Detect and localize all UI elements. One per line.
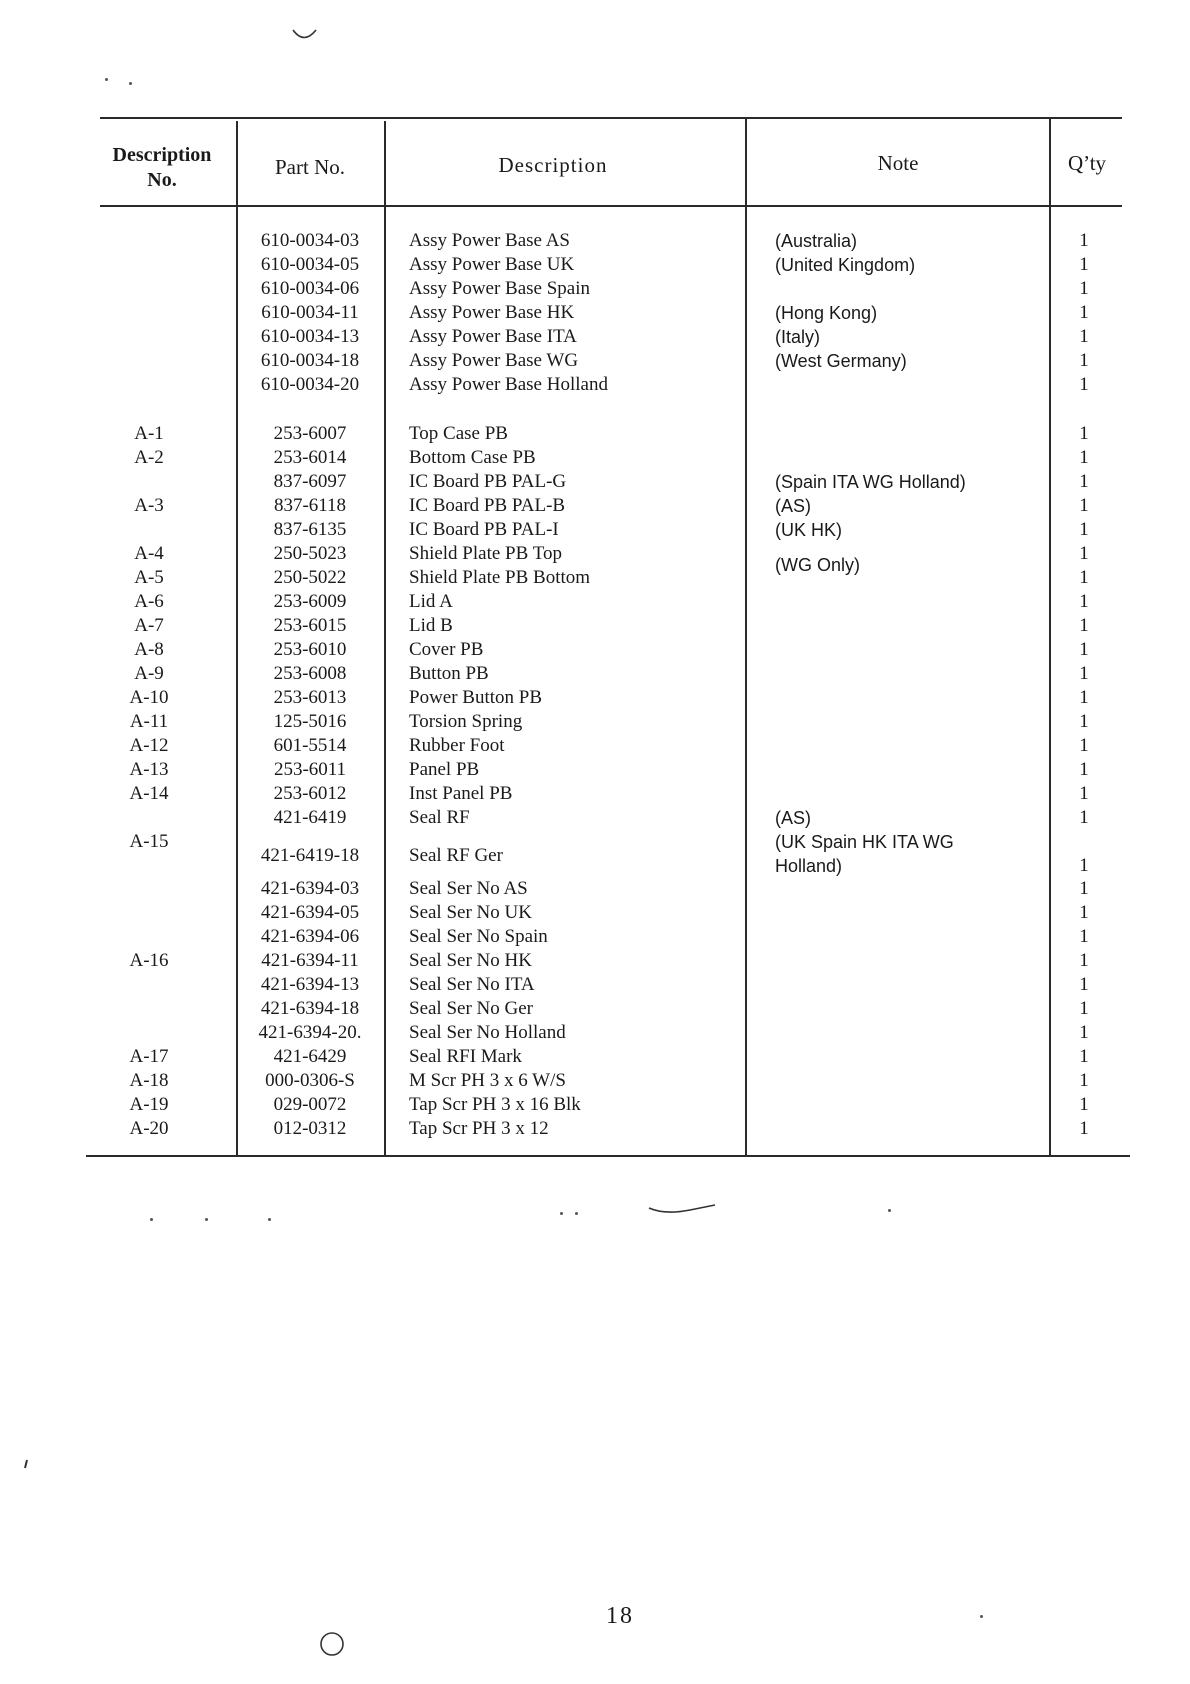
cell-note: (West Germany) [775,351,907,371]
table-row-seal-rf-ger [0,830,1190,876]
cell-desc-no: A-1 [134,423,164,444]
cell-qty: 1 [1079,926,1089,947]
cell-desc-no: A-8 [134,639,164,660]
cell-desc-no: A-5 [134,567,164,588]
cell-description: Assy Power Base WG [409,350,579,371]
cell-description: Lid A [409,591,453,612]
header-description-no [100,143,224,193]
table-row [0,1021,1190,1045]
cell-part-no: 421-6394-18 [260,998,360,1019]
cell-part-no: 421-6394-05 [260,902,360,923]
cell-part-no: 000-0306-S [265,1070,355,1091]
page-number: 18 [606,1603,634,1629]
table-row [0,349,1190,373]
cell-part-no: 029-0072 [273,1094,347,1115]
cell-note: (Spain ITA WG Holland) [775,472,966,492]
cell-part-no: 253-6012 [273,783,347,804]
table-row [0,446,1190,470]
header-bottom-rule [100,205,1122,207]
header-description-text: Description [498,153,608,177]
table-top-rule [100,117,1122,119]
cell-description: Top Case PB [409,423,508,444]
cell-description: IC Board PB PAL-G [409,471,567,492]
cell-qty: 1 [1079,687,1089,708]
table-row [0,373,1190,397]
table-row [0,638,1190,662]
scan-speck [980,1615,983,1618]
cell-part-no: 837-6097 [273,471,347,492]
cell-qty: 1 [1079,278,1089,299]
cell-qty: 1 [1079,471,1089,492]
table-row [0,997,1190,1021]
table-row [0,542,1190,566]
table-row [0,566,1190,590]
cell-part-no: 253-6014 [273,447,347,468]
cell-note: (Italy) [775,327,820,347]
table-row [0,806,1190,830]
cell-description: Shield Plate PB Bottom [409,567,591,588]
cell-desc-no: A-15 [129,831,169,852]
cell-description: Assy Power Base Spain [409,278,591,299]
cell-part-no: 253-6011 [273,759,347,780]
cell-part-no: 421-6394-20. [258,1022,362,1043]
cell-description: Inst Panel PB [409,783,513,804]
cell-description: Cover PB [409,639,484,660]
table-row [0,901,1190,925]
table-row [0,973,1190,997]
cell-description: Seal RFI Mark [409,1046,522,1067]
cell-desc-no: A-17 [129,1046,169,1067]
table-row [0,1069,1190,1093]
header-qty [1051,151,1123,176]
cell-qty: 1 [1079,1046,1089,1067]
cell-qty: 1 [1079,495,1089,516]
table-row [0,229,1190,253]
table-row [0,758,1190,782]
cell-part-no: 421-6394-03 [260,878,360,899]
cell-description: Seal Ser No HK [409,950,532,971]
cell-desc-no: A-13 [129,759,169,780]
cell-description: IC Board PB PAL-I [409,519,559,540]
scan-speck [888,1209,891,1212]
cell-desc-no: A-16 [129,950,169,971]
cell-desc-no: A-12 [129,735,169,756]
cell-desc-no: A-11 [129,711,169,732]
cell-qty: 1 [1079,230,1089,251]
cell-part-no: 421-6394-13 [260,974,360,995]
cell-qty: 1 [1079,543,1089,564]
cell-part-no: 421-6419-18 [260,845,360,866]
table-bottom-rule [86,1155,1130,1157]
cell-description: Panel PB [409,759,480,780]
cell-description: M Scr PH 3 x 6 W/S [409,1070,566,1091]
cell-description: Torsion Spring [409,711,523,732]
cell-note: (Australia) [775,231,858,251]
cell-description: Seal Ser No Holland [409,1022,566,1043]
cell-description: Seal RF Ger [409,845,503,866]
cell-qty: 1 [1079,998,1089,1019]
cell-qty: 1 [1079,735,1089,756]
scan-speck [560,1212,563,1215]
table-row [0,494,1190,518]
table-row [0,470,1190,494]
cell-part-no: 610-0034-13 [260,326,360,347]
cell-part-no: 837-6135 [273,519,347,540]
cell-description: Seal Ser No UK [409,902,532,923]
cell-description: IC Board PB PAL-B [409,495,566,516]
cell-part-no: 253-6015 [273,615,347,636]
cell-part-no: 610-0034-11 [261,302,359,323]
cell-description: Shield Plate PB Top [409,543,562,564]
header-part-no-text: Part No. [275,155,345,179]
cell-part-no: 421-6419 [273,807,347,828]
header-description-no-text: Description No. [112,144,212,191]
table-row [0,877,1190,901]
scan-speck [268,1218,271,1221]
cell-qty: 1 [1079,807,1089,828]
cell-part-no: 421-6394-06 [260,926,360,947]
cell-qty: 1 [1079,711,1089,732]
cell-qty: 1 [1079,855,1089,876]
cell-description: Seal Ser No Spain [409,926,548,947]
table-row [0,662,1190,686]
cell-description: Rubber Foot [409,735,505,756]
cell-description: Assy Power Base Holland [409,374,608,395]
cell-description: Seal Ser No Ger [409,998,533,1019]
cell-description: Tap Scr PH 3 x 16 Blk [409,1094,581,1115]
cell-qty: 1 [1079,374,1089,395]
table-row [0,301,1190,325]
scan-speck [205,1218,208,1221]
table-row [0,422,1190,446]
table-row [0,782,1190,806]
table-row [0,949,1190,973]
cell-desc-no: A-18 [129,1070,169,1091]
cell-qty: 1 [1079,350,1089,371]
cell-qty: 1 [1079,447,1089,468]
table-row [0,1093,1190,1117]
cell-note: (AS) [775,496,811,516]
table-row [0,925,1190,949]
cell-desc-no: A-19 [129,1094,169,1115]
table-row [0,1045,1190,1069]
cell-qty: 1 [1079,615,1089,636]
cell-part-no: 610-0034-18 [260,350,360,371]
cell-description: Seal RF [409,807,470,828]
cell-part-no: 012-0312 [273,1118,347,1139]
scan-speck [575,1212,578,1215]
cell-part-no: 837-6118 [273,495,347,516]
cell-qty: 1 [1079,663,1089,684]
cell-note: (AS) [775,808,811,828]
cell-part-no: 253-6009 [273,591,347,612]
cell-qty: 1 [1079,1118,1089,1139]
cell-desc-no: A-6 [134,591,164,612]
table-row [0,277,1190,301]
table-row [0,325,1190,349]
header-description [388,153,718,178]
cell-qty: 1 [1079,1022,1089,1043]
cell-desc-no: A-3 [134,495,164,516]
cell-desc-no: A-7 [134,615,164,636]
cell-description: Assy Power Base ITA [409,326,577,347]
cell-part-no: 610-0034-05 [260,254,360,275]
table-row [0,518,1190,542]
cell-qty: 1 [1079,519,1089,540]
cell-qty: 1 [1079,591,1089,612]
cell-part-no: 601-5514 [273,735,347,756]
cell-qty: 1 [1079,302,1089,323]
table-row [0,614,1190,638]
cell-description: Seal Ser No AS [409,878,528,899]
cell-desc-no: A-20 [129,1118,169,1139]
header-note [749,151,1047,176]
cell-description: Button PB [409,663,489,684]
scan-speck [150,1218,153,1221]
cell-qty: 1 [1079,878,1089,899]
cell-qty: 1 [1079,326,1089,347]
cell-desc-no: A-2 [134,447,164,468]
cell-desc-no: A-9 [134,663,164,684]
cell-note: (UK HK) [775,520,842,540]
cell-note: (Hong Kong) [775,303,878,323]
cell-part-no: 253-6007 [273,423,347,444]
cell-part-no: 421-6394-11 [261,950,359,971]
table-row [0,686,1190,710]
table-row [0,710,1190,734]
cell-description: Tap Scr PH 3 x 12 [409,1118,549,1139]
header-qty-text: Q’ty [1067,151,1107,175]
header-note-text: Note [877,151,919,175]
cell-qty: 1 [1079,783,1089,804]
scan-speck [129,82,132,85]
cell-part-no: 610-0034-06 [260,278,360,299]
cell-part-no: 253-6010 [273,639,347,660]
cell-desc-no: A-14 [129,783,169,804]
cell-description: Power Button PB [409,687,543,708]
cell-desc-no: A-4 [134,543,164,564]
table-row [0,734,1190,758]
table-row [0,253,1190,277]
cell-part-no: 610-0034-03 [260,230,360,251]
cell-qty: 1 [1079,950,1089,971]
cell-qty: 1 [1079,1094,1089,1115]
cell-qty: 1 [1079,567,1089,588]
cell-qty: 1 [1079,254,1089,275]
cell-desc-no: A-10 [129,687,169,708]
table-row [0,1117,1190,1141]
cell-description: Assy Power Base HK [409,302,575,323]
cell-part-no: 250-5023 [273,543,347,564]
cell-qty: 1 [1079,639,1089,660]
cell-part-no: 250-5022 [273,567,347,588]
cell-part-no: 253-6013 [273,687,347,708]
cell-note-line1: (UK Spain HK ITA WG [775,832,954,852]
cell-part-no: 610-0034-20 [260,374,360,395]
cell-qty: 1 [1079,974,1089,995]
cell-qty: 1 [1079,902,1089,923]
table-row [0,590,1190,614]
cell-part-no: 253-6008 [273,663,347,684]
cell-qty: 1 [1079,423,1089,444]
cell-description: Assy Power Base AS [409,230,570,251]
cell-description: Bottom Case PB [409,447,536,468]
cell-description: Assy Power Base UK [409,254,575,275]
cell-part-no: 421-6429 [273,1046,347,1067]
cell-note: (United Kingdom) [775,255,916,275]
cell-description: Lid B [409,615,453,636]
cell-description: Seal Ser No ITA [409,974,535,995]
cell-qty: 1 [1079,759,1089,780]
wg-only-note: (WG Only) [775,555,860,575]
cell-note-line2: Holland) [775,856,843,876]
cell-qty: 1 [1079,1070,1089,1091]
header-part-no [240,155,380,180]
cell-part-no: 125-5016 [273,711,347,732]
scan-speck [105,78,108,81]
